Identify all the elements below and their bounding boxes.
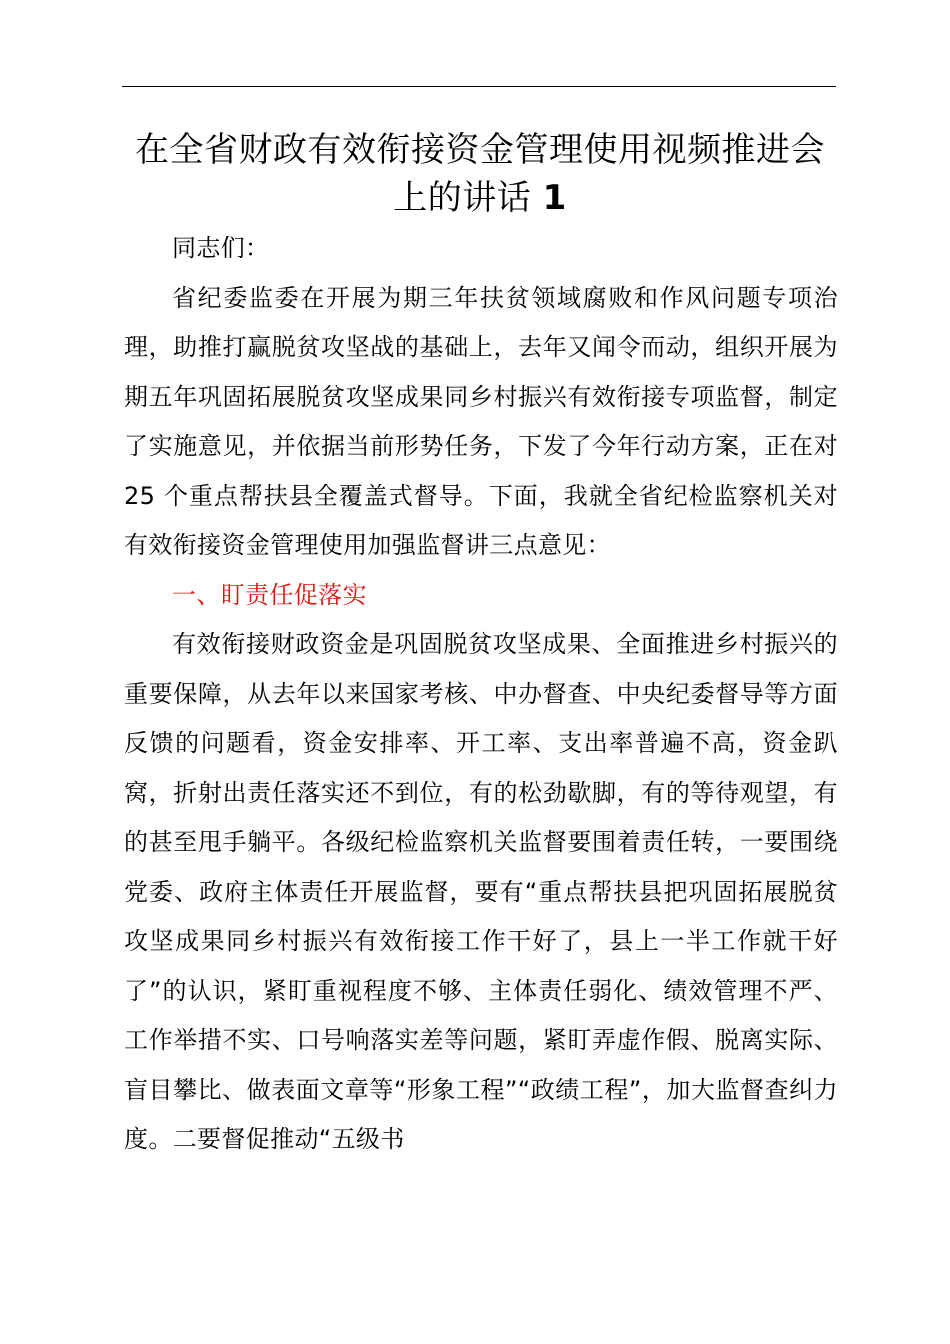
header-rule (122, 86, 836, 87)
document-body (124, 224, 838, 1165)
page-title (100, 126, 860, 222)
title-line-2: 上的讲话 (393, 178, 532, 218)
paragraph-section-1: 有效衔接财政资金是巩固脱贫攻坚成果、全面推进乡村振兴的重要保障，从去年以来国家考核、中办督查、中央纪委督导等方面反馈的问题看，资金安排率、开工率、支出率普遍不高，资金趴窝，折射出责任落实还不到位，有的松劲歇脚，有的等待观望，有的甚至甩手躺平。各级纪检监察机关监督要围着责任转，一要围绕党委、政府主体责任开展监督，要有“重点帮扶县把巩固拓展脱贫攻坚成果同乡村振兴有效衔接工作干好了，县上一半工作就干好了”的认识，紧盯重视程度不够、主体责任弱化、绩效管理不严、工作举措不实、口号响落实差等问题，紧盯弄虚作假、脱离实际、盲目攀比、做表面文章等“形象工程”“政绩工程”，加大监督查纠力度。二要督促推动“五级书 (124, 630, 838, 1153)
paragraph-intro: 省纪委监委在开展为期三年扶贫领域腐败和作风问题专项治理，助推打赢脱贫攻坚战的基础上，去年又闻令而动，组织开展为期五年巩固拓展脱贫攻坚成果同乡村振兴有效衔接专项监督，制定了实施意见，并依据当前形势任务，下发了今年行动方案，正在对 25 个重点帮扶县全覆盖式督导。下面，我就全省纪检监察机关对有效衔接资金管理使用加强监督讲三点意见： (124, 283, 838, 559)
section-heading-1: 一、盯责任促落实 (172, 580, 367, 609)
salutation: 同志们： (172, 234, 270, 262)
title-number: 1 (542, 178, 567, 218)
title-line-1: 在全省财政有效衔接资金管理使用视频推进会 (135, 130, 825, 170)
